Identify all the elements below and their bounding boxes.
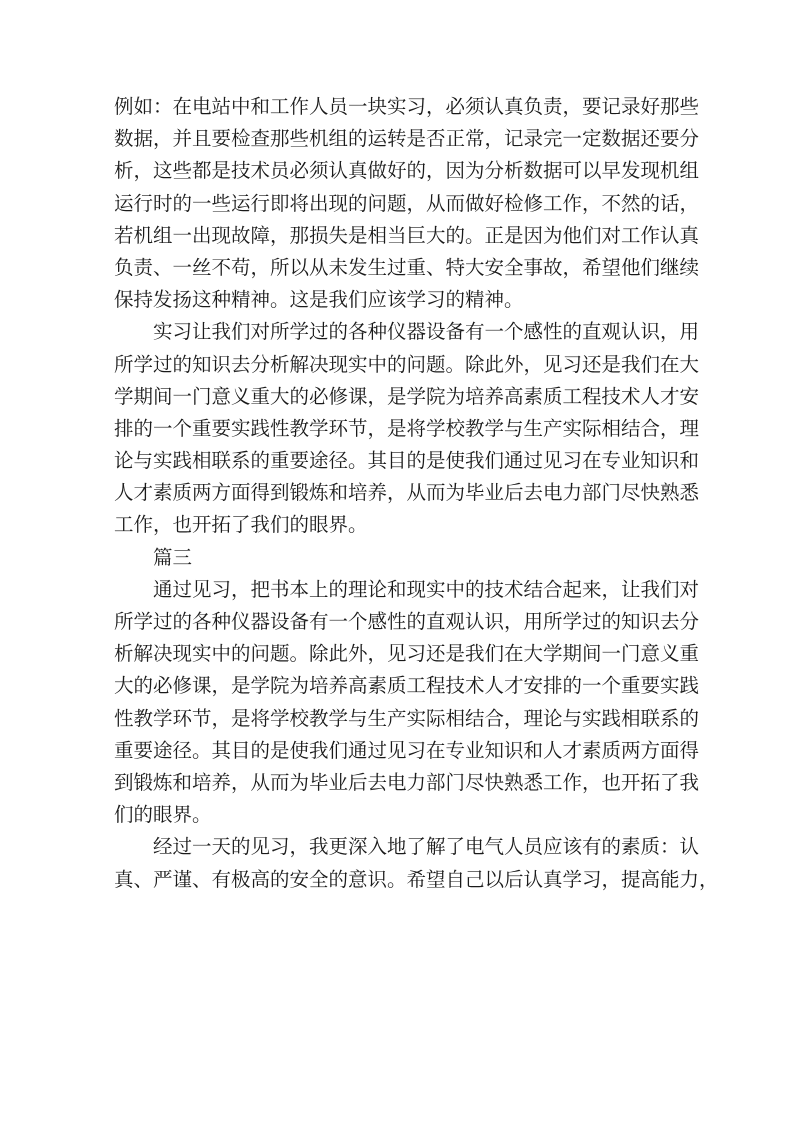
text-line: 经过一天的见习，我更深入地了解了电气人员应该有的素质：认 <box>153 835 700 859</box>
text-line: 通过见习，把书本上的理论和现实中的技术结合起来，让我们对 <box>153 577 700 601</box>
text-line: 运行时的一些运行即将出现的问题，从而做好检修工作，不然的话， <box>114 191 700 215</box>
text-line: 们的眼界。 <box>114 803 212 827</box>
text-line: 重要途径。其目的是使我们通过见习在专业知识和人才素质两方面得 <box>114 738 700 762</box>
text-line: 若机组一出现故障，那损失是相当巨大的。正是因为他们对工作认真 <box>114 223 700 247</box>
text-line: 真、严谨、有极高的安全的意识。希望自己以后认真学习，提高能力， <box>114 867 719 891</box>
text-line: 实习让我们对所学过的各种仪器设备有一个感性的直观认识，用 <box>153 320 700 344</box>
text-line: 论与实践相联系的重要途径。其目的是使我们通过见习在专业知识和 <box>114 449 700 473</box>
text-line: 性教学环节，是将学校教学与生产实际相结合，理论与实践相联系的 <box>114 706 700 730</box>
text-line: 学期间一门意义重大的必修课，是学院为培养高素质工程技术人才安 <box>114 384 700 408</box>
section-heading-text: 篇三 <box>153 545 193 569</box>
text-line: 数据，并且要检查那些机组的运转是否正常，记录完一定数据还要分 <box>114 127 700 151</box>
text-line: 所学过的知识去分析解决现实中的问题。除此外，见习还是我们在大 <box>114 352 700 376</box>
text-line: 工作，也开拓了我们的眼界。 <box>114 513 368 537</box>
text-line: 保持发扬这种精神。这是我们应该学习的精神。 <box>114 288 524 312</box>
paragraph-reflection <box>114 831 719 895</box>
document-body <box>114 91 719 896</box>
text-line: 所学过的各种仪器设备有一个感性的直观认识，用所学过的知识去分 <box>114 610 700 633</box>
text-line: 析解决现实中的问题。除此外，见习还是我们在大学期间一门意义重 <box>114 642 700 666</box>
text-line: 排的一个重要实践性教学环节，是将学校教学与生产实际相结合，理 <box>114 416 700 440</box>
text-line: 负责、一丝不苟，所以从未发生过重、特大安全事故，希望他们继续 <box>114 255 700 279</box>
text-line: 人才素质两方面得到锻炼和培养，从而为毕业后去电力部门尽快熟悉 <box>114 481 700 505</box>
text-line: 析，这些都是技术员必须认真做好的，因为分析数据可以早发现机组 <box>114 159 700 183</box>
text-line: 到锻炼和培养，从而为毕业后去电力部门尽快熟悉工作，也开拓了我 <box>114 770 700 794</box>
paragraph-field-work-example <box>114 91 700 316</box>
paragraph-internship-value <box>114 316 700 541</box>
text-line: 例如：在电站中和工作人员一块实习，必须认真负责，要记录好那些 <box>114 95 700 118</box>
section-heading <box>114 542 684 574</box>
text-line: 大的必修课，是学院为培养高素质工程技术人才安排的一个重要实践 <box>114 674 700 698</box>
paragraph-theory-practice <box>114 574 700 832</box>
